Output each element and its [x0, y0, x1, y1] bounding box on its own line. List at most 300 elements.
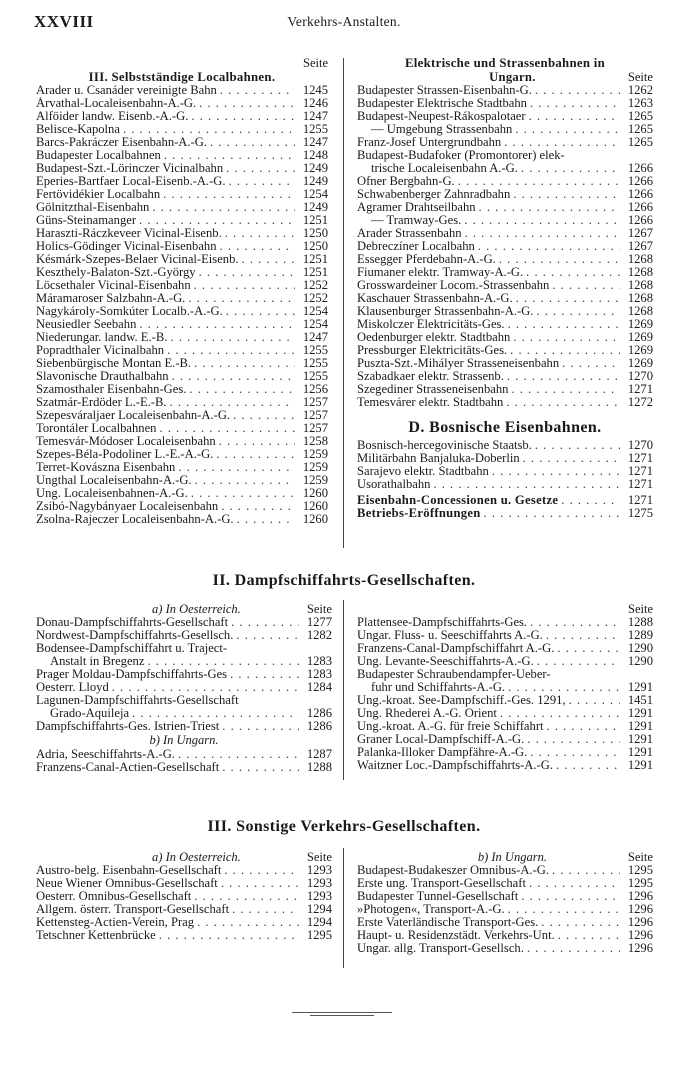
entry-page: 1263: [627, 97, 653, 110]
end-rule: [292, 1012, 392, 1013]
leader-dots: [536, 305, 620, 318]
index-entry: [36, 694, 332, 707]
leader-dots: [199, 266, 295, 279]
index-entry: [357, 916, 653, 929]
entry-page: 1265: [627, 136, 653, 149]
index-entry: [357, 214, 653, 227]
running-title: Verkehrs-Anstalten.: [287, 14, 401, 29]
localbahnen-column: [36, 56, 328, 526]
leader-dots: [556, 759, 620, 772]
entry-name: Temesvárer elektr. Stadtbahn: [357, 396, 504, 409]
leader-dots: [513, 188, 620, 201]
index-entry: [357, 439, 653, 452]
entry-name: Oesterr. Lloyd: [36, 681, 109, 694]
entry-name: Debreczíner Localbahn: [357, 240, 475, 253]
entry-page: 1266: [627, 175, 653, 188]
index-entry: [36, 240, 328, 253]
region-oesterreich: a) In Oesterreich.: [152, 850, 241, 864]
leader-dots: [561, 494, 620, 507]
strassenbahnen-heading-2-row: [357, 70, 653, 84]
entry-page: 1268: [627, 292, 653, 305]
entry-page: 1252: [302, 279, 328, 292]
entry-name: Oedenburger elektr. Stadtbahn: [357, 331, 511, 344]
entry-page: 1296: [627, 903, 653, 916]
leader-dots: [230, 668, 299, 681]
entry-page: 1291: [627, 681, 653, 694]
index-entry: [36, 253, 328, 266]
seite-label: Seite: [306, 850, 332, 864]
leader-dots: [225, 227, 295, 240]
entry-page: 1266: [627, 201, 653, 214]
entry-name: Budapester Strassen-Eisenbahn-G.: [357, 84, 532, 97]
entry-page: 1251: [302, 214, 328, 227]
entry-page: 1260: [302, 500, 328, 513]
entry-page: 1255: [302, 357, 328, 370]
index-entry: [357, 642, 653, 655]
index-entry: [357, 864, 653, 877]
entry-page: 1284: [306, 681, 332, 694]
strassenbahnen-column: [357, 56, 653, 520]
leader-dots: [479, 201, 620, 214]
leader-dots: [535, 84, 620, 97]
seite-label: Seite: [627, 850, 653, 864]
index-entry: [357, 655, 653, 668]
entry-name: Pressburger Elektricitäts-Ges.: [357, 344, 508, 357]
leader-dots: [221, 500, 295, 513]
leader-dots: [231, 616, 299, 629]
entry-name: — Tramway-Ges.: [371, 214, 462, 227]
seite-label: Seite: [303, 56, 328, 70]
entry-name: Késmárk-Szepes-Belaer Vicinal-Eisenb.: [36, 253, 239, 266]
entry-page: 1247: [302, 331, 328, 344]
leader-dots: [530, 746, 620, 759]
index-entry: [36, 370, 328, 383]
entry-name: Nagykároly-Somkúter Localb.-A.-G.: [36, 305, 223, 318]
index-entry: [36, 422, 328, 435]
index-entry: [36, 448, 328, 461]
entry-name: Terret-Kovászna Eisenbahn: [36, 461, 176, 474]
index-entry: [36, 761, 332, 774]
index-entry: [357, 357, 653, 370]
index-entry: [36, 84, 328, 97]
leader-dots: [527, 942, 620, 955]
entry-name: Arader Strassenbahn: [357, 227, 462, 240]
entry-name: Siebenbürgische Montan E.-B.: [36, 357, 192, 370]
index-entry: [357, 84, 653, 97]
index-entry: [357, 370, 653, 383]
entry-name: Plattensee-Dampfschiffahrts-Ges.: [357, 616, 528, 629]
entry-name: Budapester Elektrische Stadtbahn: [357, 97, 527, 110]
entry-page: 1258: [302, 435, 328, 448]
entry-page: 1268: [627, 266, 653, 279]
entry-page: 1250: [302, 240, 328, 253]
entry-page: 1290: [627, 655, 653, 668]
leader-dots: [191, 487, 295, 500]
entry-page: 1289: [627, 629, 653, 642]
leader-dots: [188, 292, 295, 305]
entry-name: Bosnisch-hercegovinische Staatsb.: [357, 439, 532, 452]
entry-page: 1283: [306, 668, 332, 681]
entry-page: 1291: [627, 759, 653, 772]
entry-page: 1269: [627, 357, 653, 370]
entry-name: Erste ung. Transport-Gesellschaft: [357, 877, 526, 890]
page-number: XXVIII: [34, 12, 94, 31]
leader-dots: [219, 435, 295, 448]
entry-page: 1294: [306, 916, 332, 929]
entry-page: 1271: [627, 478, 653, 491]
concessions-list: [357, 494, 653, 520]
leader-dots: [558, 929, 620, 942]
entry-page: 1254: [302, 188, 328, 201]
entry-name: Budapester Localbahnen: [36, 149, 161, 162]
entry-name: Bodensee-Dampfschiffahrt u. Traject-: [36, 642, 228, 655]
entry-name: Eisenbahn-Concessionen u. Gesetze: [357, 494, 559, 507]
column-divider: [343, 600, 344, 780]
entry-page: 1250: [302, 227, 328, 240]
leader-dots: [521, 890, 620, 903]
index-entry: [357, 318, 653, 331]
leader-dots: [537, 655, 620, 668]
entry-page: 1265: [627, 110, 653, 123]
leader-dots: [562, 357, 620, 370]
entry-page: 1246: [302, 97, 328, 110]
entry-name: Franzens-Canal-Actien-Gesellschaft: [36, 761, 220, 774]
dampfschiff-left-column: [36, 602, 332, 774]
index-entry: [357, 331, 653, 344]
leader-dots: [195, 474, 295, 487]
leader-dots: [194, 357, 295, 370]
entry-page: 1248: [302, 149, 328, 162]
entry-page: 1266: [627, 188, 653, 201]
localbahnen-list: [36, 84, 328, 526]
entry-page: 1255: [302, 370, 328, 383]
entry-page: 1291: [627, 707, 653, 720]
entry-page: 1286: [306, 720, 332, 733]
entry-name: Kettensteg-Actien-Verein, Prag: [36, 916, 195, 929]
index-entry: [36, 681, 332, 694]
entry-name: Essegger Pferdebahn-A.-G.: [357, 253, 496, 266]
end-rule-short: [310, 1015, 374, 1016]
entry-page: 1256: [302, 383, 328, 396]
bosnia-heading: D. Bosnische Eisenbahnen.: [408, 419, 602, 436]
leader-dots: [541, 916, 620, 929]
leader-dots: [224, 864, 299, 877]
leader-dots: [478, 240, 620, 253]
entry-page: 1296: [627, 890, 653, 903]
entry-name: Franz-Josef Untergrundbahn: [357, 136, 502, 149]
index-entry: [36, 409, 328, 422]
leader-dots: [547, 720, 620, 733]
entry-name: Oesterr. Omnibus-Gesellschaft: [36, 890, 192, 903]
entry-name: Donau-Dampfschiffahrts-Gesellschaft: [36, 616, 229, 629]
entry-name: Szepesváraljaer Localeisenbahn-A.-G.: [36, 409, 231, 422]
entry-page: 1269: [627, 331, 653, 344]
leader-dots: [506, 396, 620, 409]
leader-dots: [242, 253, 295, 266]
index-entry: [357, 942, 653, 955]
entry-page: 1291: [627, 720, 653, 733]
entry-name: — Umgebung Strassenbahn: [371, 123, 513, 136]
entry-name: Niederungar. landw. E.-B.: [36, 331, 168, 344]
entry-page: 1288: [306, 761, 332, 774]
entry-page: 1257: [302, 422, 328, 435]
entry-page: 1247: [302, 110, 328, 123]
page-header: [34, 12, 654, 34]
leader-dots: [170, 331, 295, 344]
index-entry: [357, 929, 653, 942]
leader-dots: [132, 707, 299, 720]
index-entry: [357, 344, 653, 357]
entry-name: Puszta-Szt.-Mihályer Strasseneisenbahn: [357, 357, 560, 370]
index-entry: [36, 720, 332, 733]
leader-dots: [527, 733, 620, 746]
localbahnen-heading: III. Selbstständige Localbahnen.: [88, 70, 276, 84]
leader-dots: [152, 201, 295, 214]
dampfschiff-right-list: [357, 616, 653, 772]
entry-page: 1259: [302, 474, 328, 487]
entry-name: Keszthely-Balaton-Szt.-György: [36, 266, 196, 279]
strassenbahnen-heading-1: Elektrische und Strassenbahnen in: [404, 56, 606, 70]
leader-dots: [529, 877, 620, 890]
dampfschiff-ungarn-list: [36, 748, 332, 774]
entry-page: 1287: [306, 748, 332, 761]
index-entry: [36, 707, 332, 720]
index-entry: [357, 478, 653, 491]
leader-dots: [492, 465, 620, 478]
entry-page: 1291: [627, 733, 653, 746]
index-entry: [357, 629, 653, 642]
index-entry: [357, 396, 653, 409]
entry-page: 1267: [627, 240, 653, 253]
leader-dots: [199, 97, 295, 110]
entry-page: 1293: [306, 890, 332, 903]
entry-page: 1271: [627, 465, 653, 478]
index-entry: [357, 746, 653, 759]
index-entry: [36, 279, 328, 292]
leader-dots: [552, 279, 620, 292]
index-entry: [357, 383, 653, 396]
entry-name: Ungthal Localeisenbahn-A.-G.: [36, 474, 192, 487]
entry-name: Graner Local-Dampfschiff-A.-G.: [357, 733, 525, 746]
leader-dots: [164, 149, 295, 162]
entry-page: 1254: [302, 318, 328, 331]
region-ungarn: b) In Ungarn.: [149, 733, 219, 747]
entry-name: Ung. Rhederei A.-G. Orient: [357, 707, 497, 720]
entry-name: Budapest-Neupest-Rákospalotaer: [357, 110, 526, 123]
leader-dots: [236, 629, 299, 642]
index-entry: [36, 474, 328, 487]
index-entry: [36, 97, 328, 110]
index-entry: [36, 266, 328, 279]
index-entry: [357, 507, 653, 520]
index-entry: [36, 331, 328, 344]
entry-page: 1257: [302, 409, 328, 422]
leader-dots: [233, 409, 295, 422]
entry-page: 1266: [627, 162, 653, 175]
entry-name: Szegediner Strasseneisenbahn: [357, 383, 509, 396]
entry-name: Kaschauer Strassenbahn-A.-G.: [357, 292, 513, 305]
entry-name: Ung.-kroat. A.-G. für freie Schiffahrt: [357, 720, 544, 733]
entry-name: Waitzner Loc.-Dampfschiffahrts-A.-G.: [357, 759, 553, 772]
entry-page: 1269: [627, 318, 653, 331]
index-entry: [357, 279, 653, 292]
entry-page: 1282: [306, 629, 332, 642]
entry-name: Popradthaler Vicinalbahn: [36, 344, 165, 357]
entry-name: Neusiedler Seebahn: [36, 318, 137, 331]
entry-name: Grosswardeiner Locom.-Strassenbahn: [357, 279, 550, 292]
entry-page: 1295: [627, 877, 653, 890]
index-entry: [36, 188, 328, 201]
index-entry: [357, 668, 653, 681]
entry-name: Szamosthaler Eisenbahn-Ges.: [36, 383, 187, 396]
entry-page: 1265: [627, 123, 653, 136]
index-entry: [357, 694, 653, 707]
index-entry: [357, 681, 653, 694]
leader-dots: [515, 123, 620, 136]
entry-page: 1451: [627, 694, 653, 707]
entry-name: Belisce-Kapolna: [36, 123, 120, 136]
leader-dots: [511, 383, 620, 396]
entry-name: Torontáler Localbahnen: [36, 422, 157, 435]
leader-dots: [546, 629, 620, 642]
entry-page: 1277: [306, 616, 332, 629]
entry-name: Franzens-Canal-Dampfschiffahrt A.-G.: [357, 642, 555, 655]
entry-page: 1293: [306, 877, 332, 890]
dampfschiff-oesterreich-list: [36, 616, 332, 733]
entry-name: Dampfschiffahrts-Ges. Istrien-Triest: [36, 720, 220, 733]
entry-page: 1270: [627, 439, 653, 452]
sonstige-ungarn-list: [357, 864, 653, 955]
entry-page: 1266: [627, 214, 653, 227]
entry-page: 1262: [627, 84, 653, 97]
entry-page: 1296: [627, 916, 653, 929]
leader-dots: [226, 305, 295, 318]
entry-name: Usorathalbahn: [357, 478, 431, 491]
index-entry: [36, 629, 332, 642]
entry-name: Fiumaner elektr. Tramway-A.-G.: [357, 266, 524, 279]
index-entry: [357, 136, 653, 149]
leader-dots: [167, 344, 295, 357]
leader-dots: [499, 253, 620, 266]
leader-dots: [112, 681, 299, 694]
index-entry: [36, 655, 332, 668]
index-entry: [357, 733, 653, 746]
index-entry: [357, 452, 653, 465]
entry-name: Máramaroser Salzbahn-A.-G.: [36, 292, 186, 305]
entry-name: Löcsethaler Vicinal-Eisenbahn: [36, 279, 191, 292]
index-entry: [36, 344, 328, 357]
sonstige-right-column: [357, 850, 653, 955]
entry-page: 1293: [306, 864, 332, 877]
index-entry: [36, 305, 328, 318]
region-row: [357, 850, 653, 864]
entry-page: 1260: [302, 487, 328, 500]
index-entry: [36, 487, 328, 500]
leader-dots: [194, 890, 299, 903]
entry-page: 1260: [302, 513, 328, 526]
index-entry: [36, 864, 332, 877]
index-entry: [357, 903, 653, 916]
leader-dots: [232, 903, 299, 916]
index-entry: [36, 383, 328, 396]
entry-name: Nordwest-Dampfschiffahrts-Gesellsch.: [36, 629, 234, 642]
index-entry: [357, 110, 653, 123]
leader-dots: [508, 318, 620, 331]
region-ungarn: b) In Ungarn.: [477, 850, 547, 864]
entry-name: Klausenburger Strassenbahn-A.-G.: [357, 305, 534, 318]
entry-name: trische Localeisenbahn A.-G.: [371, 162, 518, 175]
entry-page: 1255: [302, 344, 328, 357]
entry-page: 1271: [627, 383, 653, 396]
entry-name: Temesvár-Módoser Localeisenbahn: [36, 435, 216, 448]
entry-name: Eperies-Bartfaer Local-Eisenb.-A.-G.: [36, 175, 226, 188]
index-entry: [357, 227, 653, 240]
entry-page: 1251: [302, 253, 328, 266]
entry-page: 1296: [627, 929, 653, 942]
strassenbahnen-heading-2: Ungarn.: [489, 70, 536, 84]
entry-name: Budapest-Szt.-Lörinczer Vicinalbahn: [36, 162, 224, 175]
leader-dots: [191, 110, 295, 123]
index-entry: [36, 136, 328, 149]
column-divider: [343, 848, 344, 968]
seite-label: Seite: [306, 602, 332, 616]
entry-name: Sarajevo elektr. Stadtbahn: [357, 465, 489, 478]
leader-dots: [159, 929, 299, 942]
leader-dots: [516, 292, 620, 305]
index-entry: [36, 890, 332, 903]
leader-dots: [464, 214, 620, 227]
index-entry: [36, 903, 332, 916]
index-entry: [357, 494, 653, 507]
strassenbahnen-list: [357, 84, 653, 409]
leader-dots: [521, 162, 620, 175]
entry-name: Ung. Levante-Seeschiffahrts-A.-G.: [357, 655, 534, 668]
index-entry: [357, 707, 653, 720]
entry-page: 1249: [302, 201, 328, 214]
entry-name: Budapest-Budafoker (Promontorer) elek-: [357, 149, 565, 162]
index-entry: [36, 292, 328, 305]
entry-page: 1288: [627, 616, 653, 629]
entry-page: 1268: [627, 253, 653, 266]
entry-name: Holics-Gödinger Vicinal-Eisenbahn: [36, 240, 217, 253]
entry-page: 1249: [302, 175, 328, 188]
leader-dots: [237, 513, 295, 526]
entry-name: fuhr und Schiffahrts-A.-G.: [371, 681, 506, 694]
leader-dots: [178, 461, 295, 474]
region-a-row: [36, 602, 332, 616]
index-entry: [357, 616, 653, 629]
index-entry: [357, 890, 653, 903]
leader-dots: [500, 707, 620, 720]
entry-name: Fertövidékier Localbahn: [36, 188, 161, 201]
entry-page: 1291: [627, 746, 653, 759]
leader-dots: [458, 175, 620, 188]
leader-dots: [529, 110, 620, 123]
entry-name: Austro-belg. Eisenbahn-Gesellschaft: [36, 864, 222, 877]
entry-page: 1268: [627, 305, 653, 318]
entry-page: 1270: [627, 370, 653, 383]
entry-name: Ofner Bergbahn-G.: [357, 175, 455, 188]
leader-dots: [557, 642, 620, 655]
leader-dots: [433, 478, 620, 491]
index-entry: [357, 149, 653, 162]
leader-dots: [226, 162, 295, 175]
entry-page: 1271: [627, 494, 653, 507]
leader-dots: [222, 761, 299, 774]
entry-name: Betriebs-Eröffnungen: [357, 507, 481, 520]
leader-dots: [222, 720, 299, 733]
index-entry: [36, 877, 332, 890]
